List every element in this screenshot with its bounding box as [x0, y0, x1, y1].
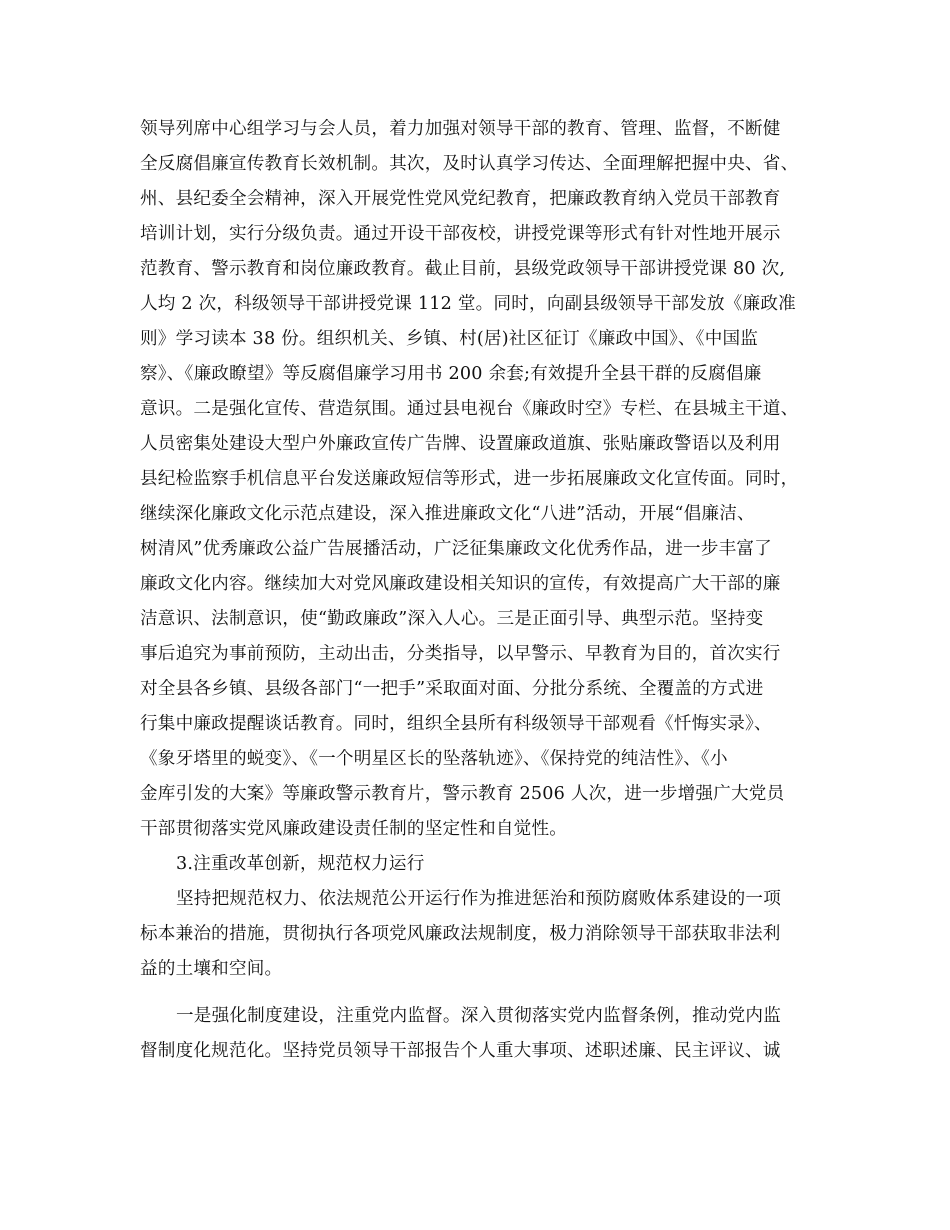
text-line: 益的土壤和空间。	[140, 959, 283, 979]
text-line: 则》学习读本 38 份。组织机关、乡镇、村(居)社区征订《廉政中国》、《中国监	[140, 329, 759, 349]
text-line: 人均 2 次，科级领导干部讲授党课 112 堂。同时，向副县级领导干部发放《廉政准	[140, 294, 796, 314]
paragraph-continued	[140, 112, 825, 847]
paragraph	[140, 999, 825, 1069]
text-line: 领导列席中心组学习与会人员，着力加强对领导干部的教育、管理、监督，不断健	[140, 119, 781, 139]
text-line: 行集中廉政提醒谈话教育。同时，组织全县所有科级领导干部观看《忏悔实录》、	[140, 714, 772, 734]
text-line: 督制度化规范化。坚持党员领导干部报告个人重大事项、述职述廉、民主评议、诚	[140, 1041, 781, 1061]
heading-text: 3.注重改革创新，规范权力运行	[176, 854, 425, 874]
text-line: 培训计划，实行分级负责。通过开设干部夜校，讲授党课等形式有针对性地开展示	[140, 224, 781, 244]
text-line: 干部贯彻落实党风廉政建设责任制的坚定性和自觉性。	[140, 819, 568, 839]
text-line: 县纪检监察手机信息平台发送廉政短信等形式，进一步拓展廉政文化宣传面。同时，	[140, 469, 799, 489]
text-line: 范教育、警示教育和岗位廉政教育。截止目前，县级党政领导干部讲授党课 80 次,	[140, 259, 786, 279]
paragraph-spacing	[140, 987, 825, 999]
text-line: 察》、《廉政瞭望》等反腐倡廉学习用书 200 余套;有效提升全县干群的反腐倡廉	[140, 364, 762, 384]
text-line: 坚持把规范权力、依法规范公开运行作为推进惩治和预防腐败体系建设的一项	[176, 889, 781, 909]
text-line: 廉政文化内容。继续加大对党风廉政建设相关知识的宣传，有效提高广大干部的廉	[140, 574, 781, 594]
text-line: 继续深化廉政文化示范点建设，深入推进廉政文化“八进”活动，开展“倡廉洁、	[140, 504, 755, 524]
paragraph	[140, 882, 825, 987]
document-body	[140, 112, 825, 1069]
text-line: 树清风”优秀廉政公益广告展播活动，广泛征集廉政文化优秀作品，进一步丰富了	[140, 539, 772, 559]
text-line: 全反腐倡廉宣传教育长效机制。其次，及时认真学习传达、全面理解把握中央、省、	[140, 154, 799, 174]
text-line: 事后追究为事前预防，主动出击，分类指导，以早警示、早教育为目的，首次实行	[140, 644, 781, 664]
text-line: 标本兼治的措施，贯彻执行各项党风廉政法规制度，极力消除领导干部获取非法利	[140, 924, 781, 944]
text-line: 意识。二是强化宣传、营造氛围。通过县电视台《廉政时空》专栏、在县城主干道、	[140, 399, 799, 419]
text-line: 金库引发的大案》等廉政警示教育片，警示教育 2506 人次，进一步增强广大党员	[140, 784, 785, 804]
text-line: 州、县纪委全会精神，深入开展党性党风党纪教育，把廉政教育纳入党员干部教育	[140, 189, 781, 209]
text-line: 对全县各乡镇、县级各部门“一把手”采取面对面、分批分系统、全覆盖的方式进	[140, 679, 764, 699]
text-line: 《象牙塔里的蜕变》、《一个明星区长的坠落轨迹》、《保持党的纯洁性》、《小	[140, 749, 728, 769]
section-heading	[140, 847, 825, 882]
text-line: 一是强化制度建设，注重党内监督。深入贯彻落实党内监督条例，推动党内监	[176, 1006, 781, 1026]
text-line: 人员密集处建设大型户外廉政宣传广告牌、设置廉政道旗、张贴廉政警语以及利用	[140, 434, 781, 454]
text-line: 洁意识、法制意识，使“勤政廉政”深入人心。三是正面引导、典型示范。坚持变	[140, 609, 764, 629]
